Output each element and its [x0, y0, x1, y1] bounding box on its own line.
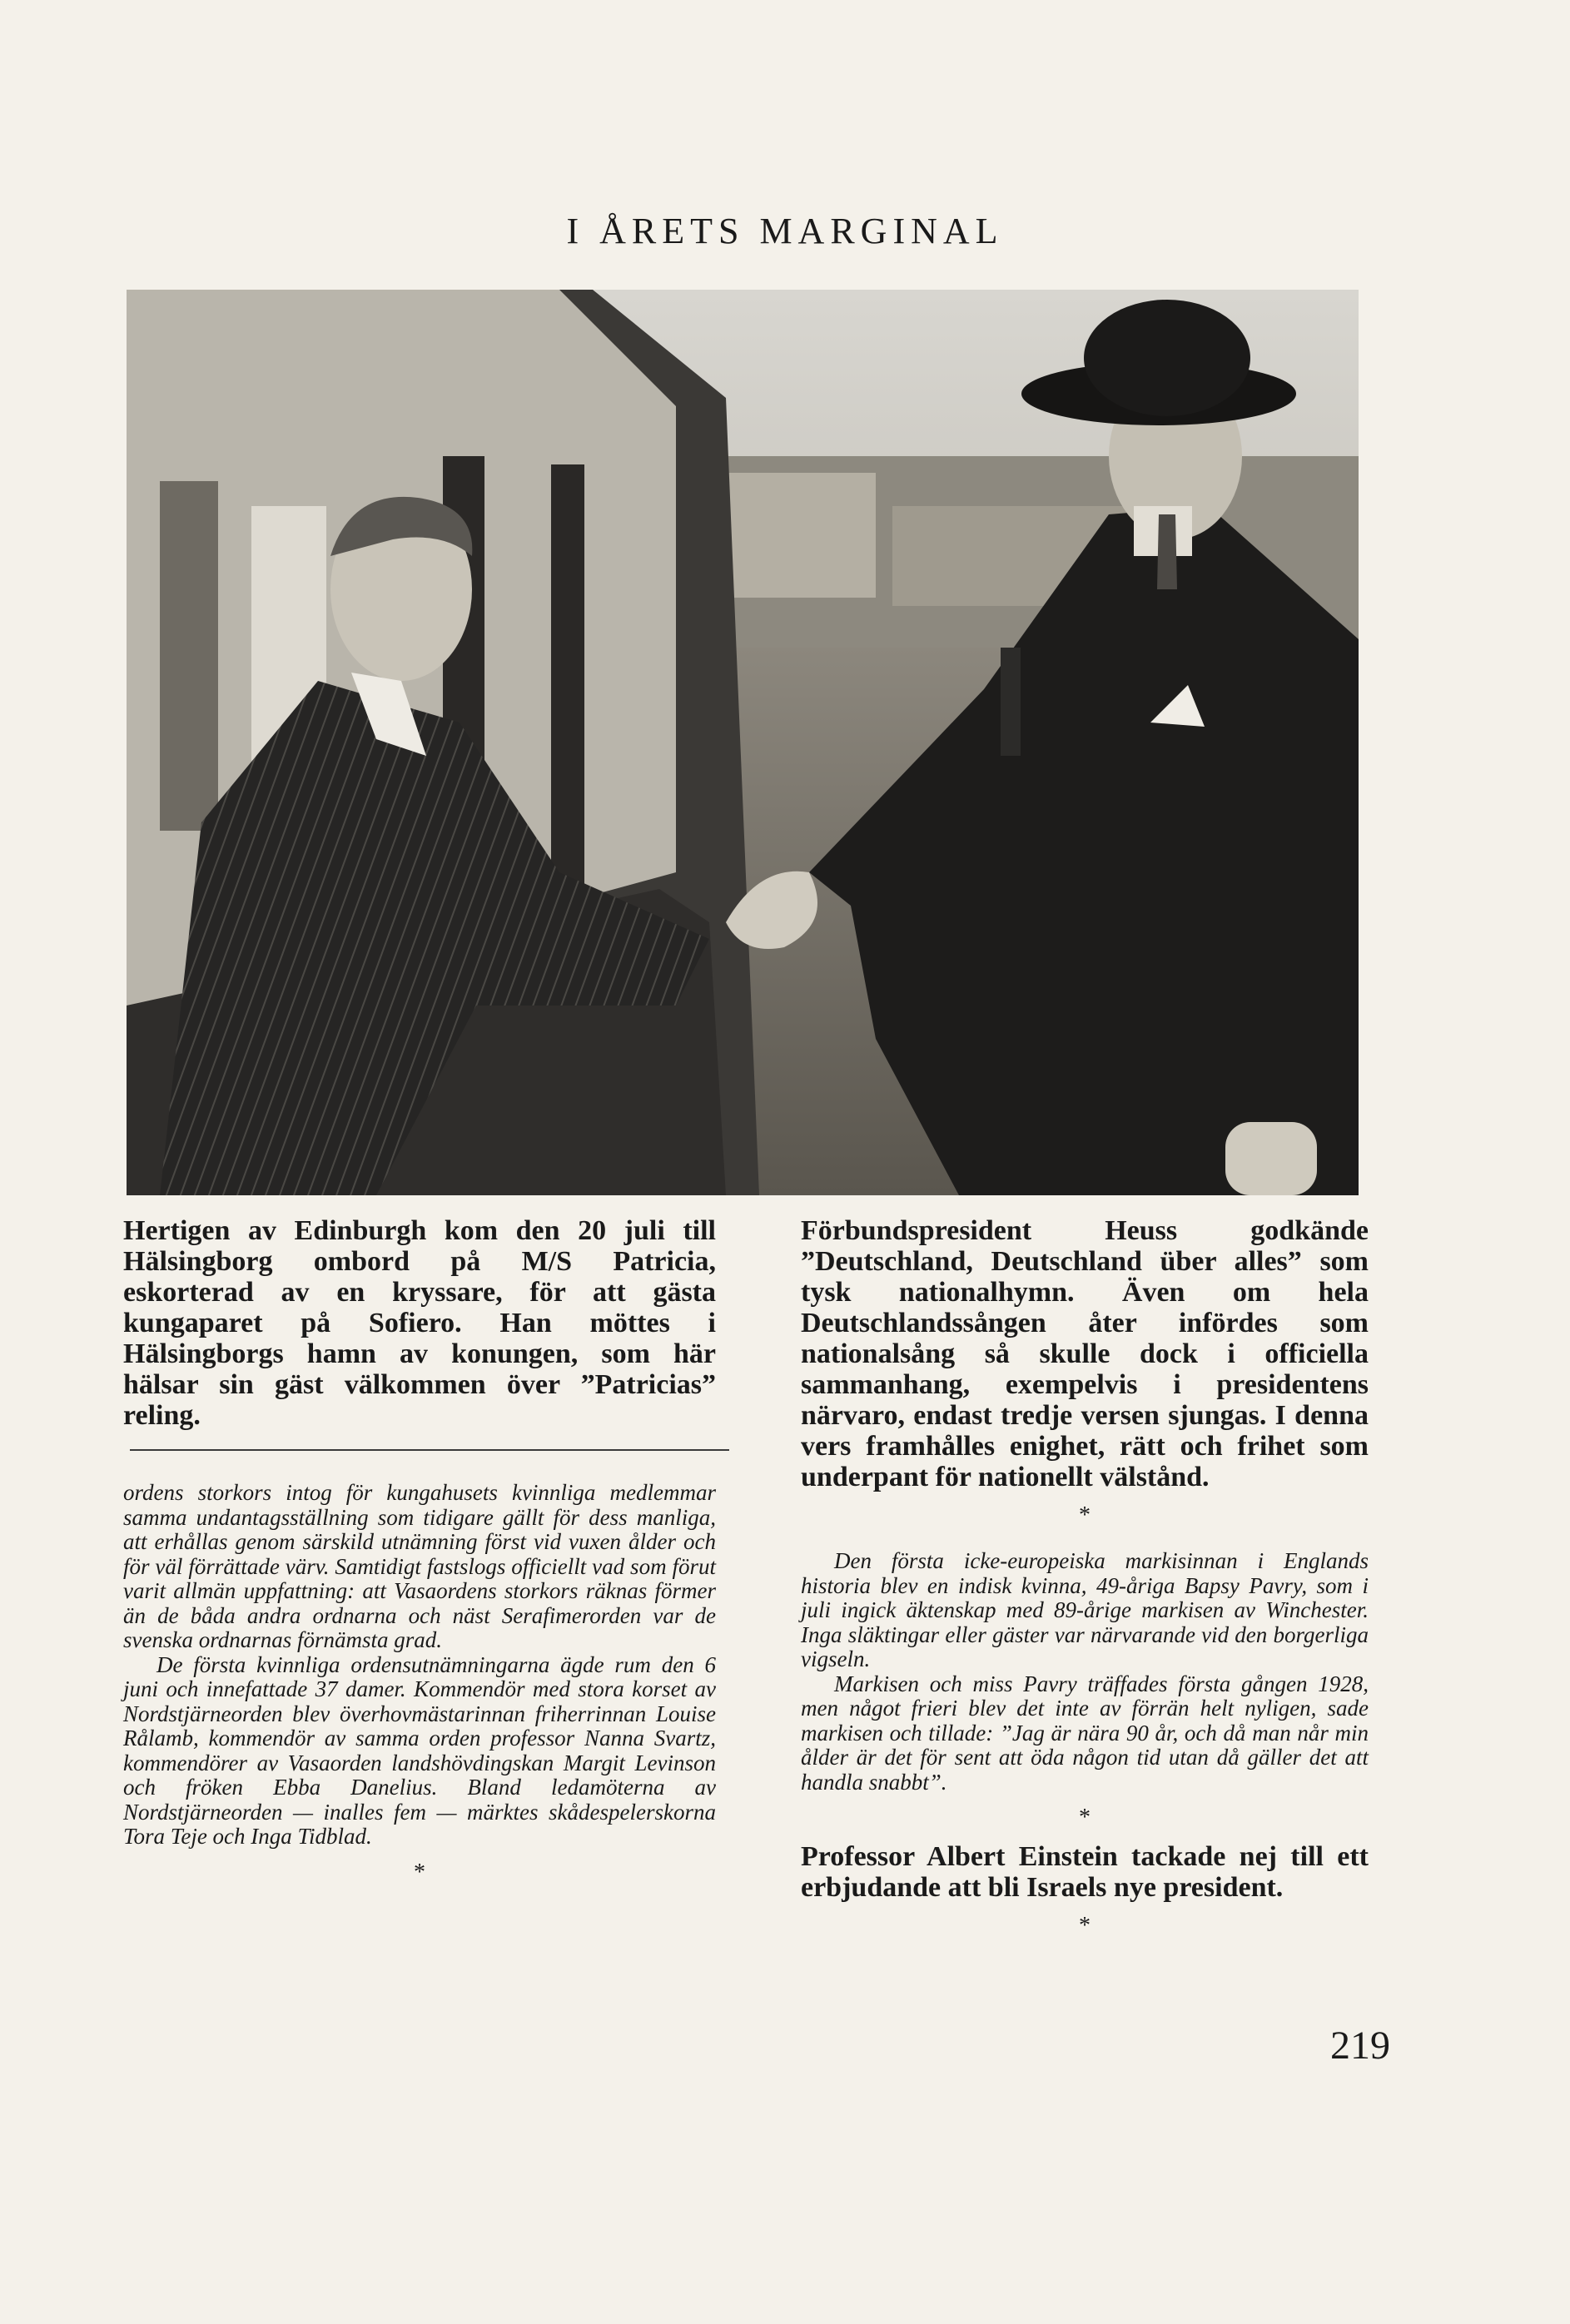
photo-illustration — [127, 290, 1359, 1195]
news-photo — [127, 290, 1359, 1195]
article-paragraph: De första kvinnliga ordensutnämningarna ägde rum den 6 juni och innefattade 37 damer. Kommendör med stora korset av Nordstjärneorden blev överhovmästarinnan friherrinnan Louise Rålamb, kommendör av samma orden professor Nanna Svartz, kommendörer av Vasaorden landshövdingskan Margit Levinson och fröken Ebba Danelius. Bland ledamöterna av Nordstjärneorden — inalles fem — märktes skådespelerskorna Tora Teje och Inga Tidblad. — [123, 1651, 716, 1849]
article-paragraph: Markisen och miss Pavry träffades första gången 1928, men något frieri blev det inte av förrän helt nyligen, sade markisen och tillade: ”Jag är nära 90 år, och då man når min ålder är det för sent att öda någon tid utan då gäller det att handla snabbt”. — [801, 1671, 1369, 1795]
page-number: 219 — [1330, 2024, 1390, 2068]
section-separator: * — [1079, 1805, 1091, 1830]
news-item-einstein: Professor Albert Einstein tackade nej till ett erbjudande att bli Israels nye president. — [801, 1841, 1369, 1903]
section-separator: * — [1079, 1502, 1091, 1528]
article-paragraph: Den första icke-europeiska markisinnan i Englands historia blev en indisk kvinna, 49-åriga Bapsy Pavry, som i juli ingick äktenskap med 89-årige markisen av Winchester. Inga släktingar eller gäster var närvarande vid den borgerliga vigseln. — [801, 1548, 1369, 1671]
left-column — [123, 1215, 716, 1896]
right-column — [801, 1215, 1369, 1949]
section-separator: * — [414, 1859, 425, 1885]
photo-caption: Hertigen av Edinburgh kom den 20 juli till Hälsingborg ombord på M/S Patricia, eskorterad av en kryssare, för att gästa kungaparet på Sofiero. Han möttes i Hälsingborgs hamn av konungen, som här hälsar sin gäst välkommen över ”Patricias” reling. — [123, 1215, 716, 1431]
news-item-heuss: Förbundspresident Heuss godkände ”Deutschland, Deutschland über alles” som tysk nationalhymn. Även om hela Deutschlandssången åter infördes som nationalsång så skulle dock i officiella sammanhang, exempelvis i presidentens närvaro, endast tredje versen sjungas. I denna vers framhålles enighet, rätt och frihet som underpant för nationellt välstånd. — [801, 1215, 1369, 1492]
page-title: I ÅRETS MARGINAL — [566, 211, 1004, 251]
article-paragraph: ordens storkors intog för kungahusets kvinnliga medlemmar samma undantagsställning som tidigare gällt för dess manliga, att erhållas genom särskild utnämning först vid vuxen ålder och för väl förrättade värv. Samtidigt fastslogs officiellt vad som förut varit allmän uppfattning: att Vasaordens storkors räknas förmer än de båda andra ordnarna och näst Serafimerorden var de svenska ordnarnas förnämsta grad. — [123, 1480, 716, 1652]
section-separator: * — [1079, 1913, 1091, 1939]
